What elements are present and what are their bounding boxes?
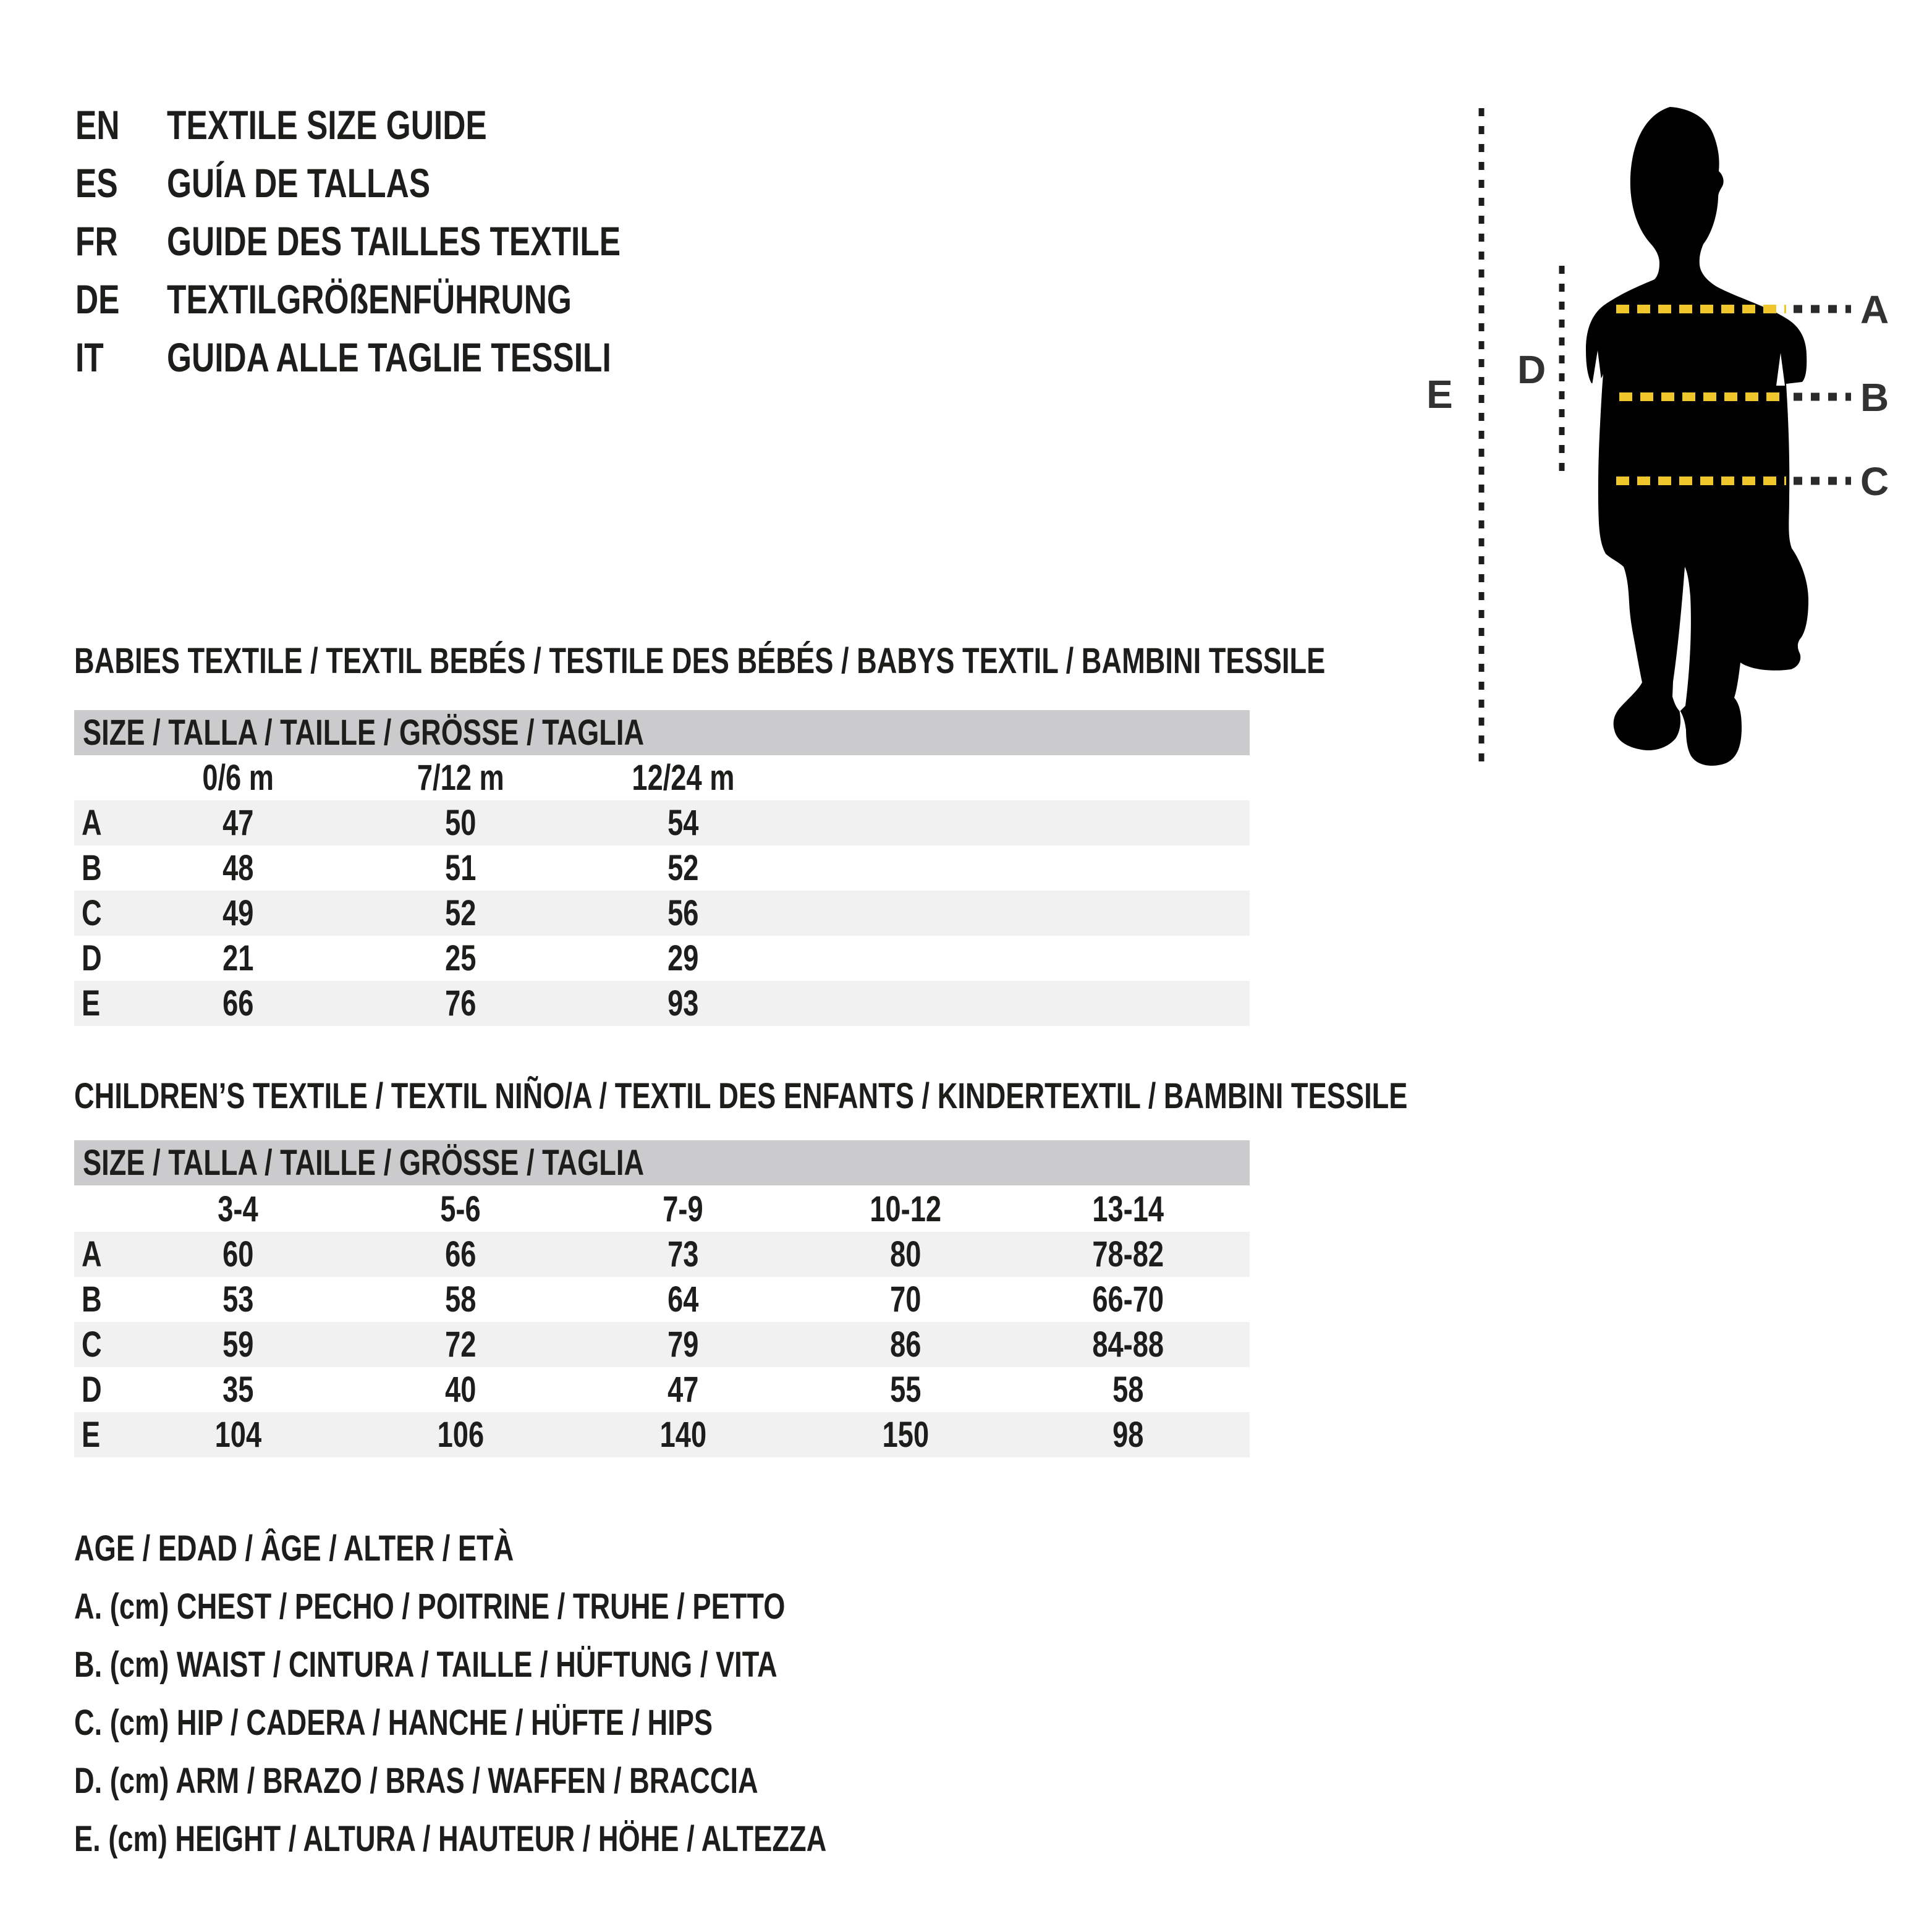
table-row <box>74 800 1250 845</box>
value-cell: 58 <box>444 1279 477 1320</box>
value-cell: 66 <box>222 983 254 1023</box>
table-row <box>74 1277 1250 1322</box>
row-label: C <box>82 1324 102 1365</box>
value-cell: 98 <box>1112 1415 1144 1455</box>
column-header-cell: 0/6 m <box>202 758 274 798</box>
guide-title: GUÍA DE TALLAS <box>167 160 431 206</box>
babies-size-header-bar: SIZE / TALLA / TAILLE / GRÖSSE / TAGLIA <box>74 710 1250 755</box>
value-cell: 64 <box>667 1279 699 1320</box>
value-cell: 25 <box>444 938 477 978</box>
value-cell: 47 <box>222 803 254 843</box>
children-size-header-bar: SIZE / TALLA / TAILLE / GRÖSSE / TAGLIA <box>74 1140 1250 1185</box>
table-row <box>74 1367 1250 1412</box>
row-label: C <box>82 893 102 933</box>
value-cell: 54 <box>667 803 699 843</box>
legend-line: E. (cm) HEIGHT / ALTURA / HAUTEUR / HÖHE / ALTEZZA <box>74 1818 827 1859</box>
value-cell: 106 <box>437 1415 484 1455</box>
column-header-cell: 5-6 <box>440 1189 481 1229</box>
language-code: DE <box>75 276 120 322</box>
guide-title: TEXTILE SIZE GUIDE <box>167 102 487 148</box>
table-row <box>74 1412 1250 1457</box>
value-cell: 56 <box>667 893 699 933</box>
legend-line: D. (cm) ARM / BRAZO / BRAS / WAFFEN / BRACCIA <box>74 1760 758 1801</box>
value-cell: 86 <box>889 1324 922 1365</box>
measurement-figure <box>1391 87 1932 803</box>
row-label: A <box>82 1234 102 1274</box>
value-cell: 29 <box>667 938 699 978</box>
height-label: E <box>1426 372 1453 417</box>
value-cell: 66-70 <box>1092 1279 1164 1320</box>
language-code: ES <box>75 160 118 206</box>
value-cell: 55 <box>889 1370 922 1410</box>
language-row <box>75 154 748 212</box>
table-row <box>74 845 1250 891</box>
value-cell: 78-82 <box>1092 1234 1164 1274</box>
column-header-row <box>74 755 1250 800</box>
row-label: D <box>82 1370 102 1410</box>
table-row <box>74 891 1250 936</box>
value-cell: 50 <box>444 803 477 843</box>
row-label: A <box>82 803 102 843</box>
guide-title: TEXTILGRÖßENFÜHRUNG <box>167 276 572 322</box>
language-code: FR <box>75 218 118 264</box>
value-cell: 84-88 <box>1092 1324 1164 1365</box>
row-label: E <box>82 983 101 1023</box>
language-title-block <box>75 96 748 386</box>
value-cell: 51 <box>444 848 477 888</box>
value-cell: 150 <box>882 1415 929 1455</box>
children-size-table <box>74 1187 1250 1457</box>
value-cell: 66 <box>444 1234 477 1274</box>
language-row <box>75 212 748 270</box>
row-label: B <box>82 848 102 888</box>
value-cell: 40 <box>444 1370 477 1410</box>
column-header-cell: 10-12 <box>870 1189 941 1229</box>
row-label: E <box>82 1415 101 1455</box>
column-header-cell: 7-9 <box>663 1189 703 1229</box>
babies-size-table <box>74 755 1250 1026</box>
table-row <box>74 1232 1250 1277</box>
chest-label: A <box>1860 287 1889 332</box>
value-cell: 52 <box>444 893 477 933</box>
row-label: B <box>82 1279 102 1320</box>
value-cell: 49 <box>222 893 254 933</box>
value-cell: 73 <box>667 1234 699 1274</box>
value-cell: 58 <box>1112 1370 1144 1410</box>
value-cell: 72 <box>444 1324 477 1365</box>
waist-label: B <box>1860 375 1889 420</box>
guide-title: GUIDE DES TAILLES TEXTILE <box>167 218 621 264</box>
value-cell: 48 <box>222 848 254 888</box>
value-cell: 52 <box>667 848 699 888</box>
value-cell: 140 <box>659 1415 706 1455</box>
column-header-cell: 7/12 m <box>417 758 504 798</box>
language-code: EN <box>75 102 120 148</box>
value-cell: 70 <box>889 1279 922 1320</box>
guide-title: GUIDA ALLE TAGLIE TESSILI <box>167 334 611 380</box>
table-row <box>74 981 1250 1026</box>
arm-label: D <box>1517 347 1546 392</box>
legend-line: A. (cm) CHEST / PECHO / POITRINE / TRUHE / PETTO <box>74 1586 786 1627</box>
babies-section-title: BABIES TEXTILE / TEXTIL BEBÉS / TESTILE DES BÉBÉS / BABYS TEXTIL / BAMBINI TESSILE <box>74 641 1326 681</box>
value-cell: 79 <box>667 1324 699 1365</box>
table-row <box>74 936 1250 981</box>
table-row <box>74 1322 1250 1367</box>
value-cell: 104 <box>214 1415 261 1455</box>
value-cell: 21 <box>222 938 254 978</box>
value-cell: 35 <box>222 1370 254 1410</box>
column-header-row <box>74 1187 1250 1232</box>
row-label: D <box>82 938 102 978</box>
language-code: IT <box>75 334 104 380</box>
language-row <box>75 96 748 154</box>
column-header-cell: 13-14 <box>1092 1189 1164 1229</box>
measurement-legend <box>74 1519 1039 1868</box>
language-row <box>75 328 748 386</box>
legend-line: B. (cm) WAIST / CINTURA / TAILLE / HÜFTUNG / VITA <box>74 1644 777 1685</box>
column-header-cell: 3-4 <box>218 1189 258 1229</box>
hip-label: C <box>1860 459 1889 504</box>
legend-line: C. (cm) HIP / CADERA / HANCHE / HÜFTE / HIPS <box>74 1702 713 1743</box>
value-cell: 76 <box>444 983 477 1023</box>
column-header-cell: 12/24 m <box>631 758 734 798</box>
value-cell: 93 <box>667 983 699 1023</box>
language-row <box>75 270 748 328</box>
value-cell: 47 <box>667 1370 699 1410</box>
children-section-title: CHILDREN’S TEXTILE / TEXTIL NIÑO/A / TEXTIL DES ENFANTS / KINDERTEXTIL / BAMBINI TESSILE <box>74 1076 1408 1116</box>
legend-line: AGE / EDAD / ÂGE / ALTER / ETÀ <box>74 1528 514 1569</box>
value-cell: 60 <box>222 1234 254 1274</box>
value-cell: 80 <box>889 1234 922 1274</box>
value-cell: 53 <box>222 1279 254 1320</box>
value-cell: 59 <box>222 1324 254 1365</box>
